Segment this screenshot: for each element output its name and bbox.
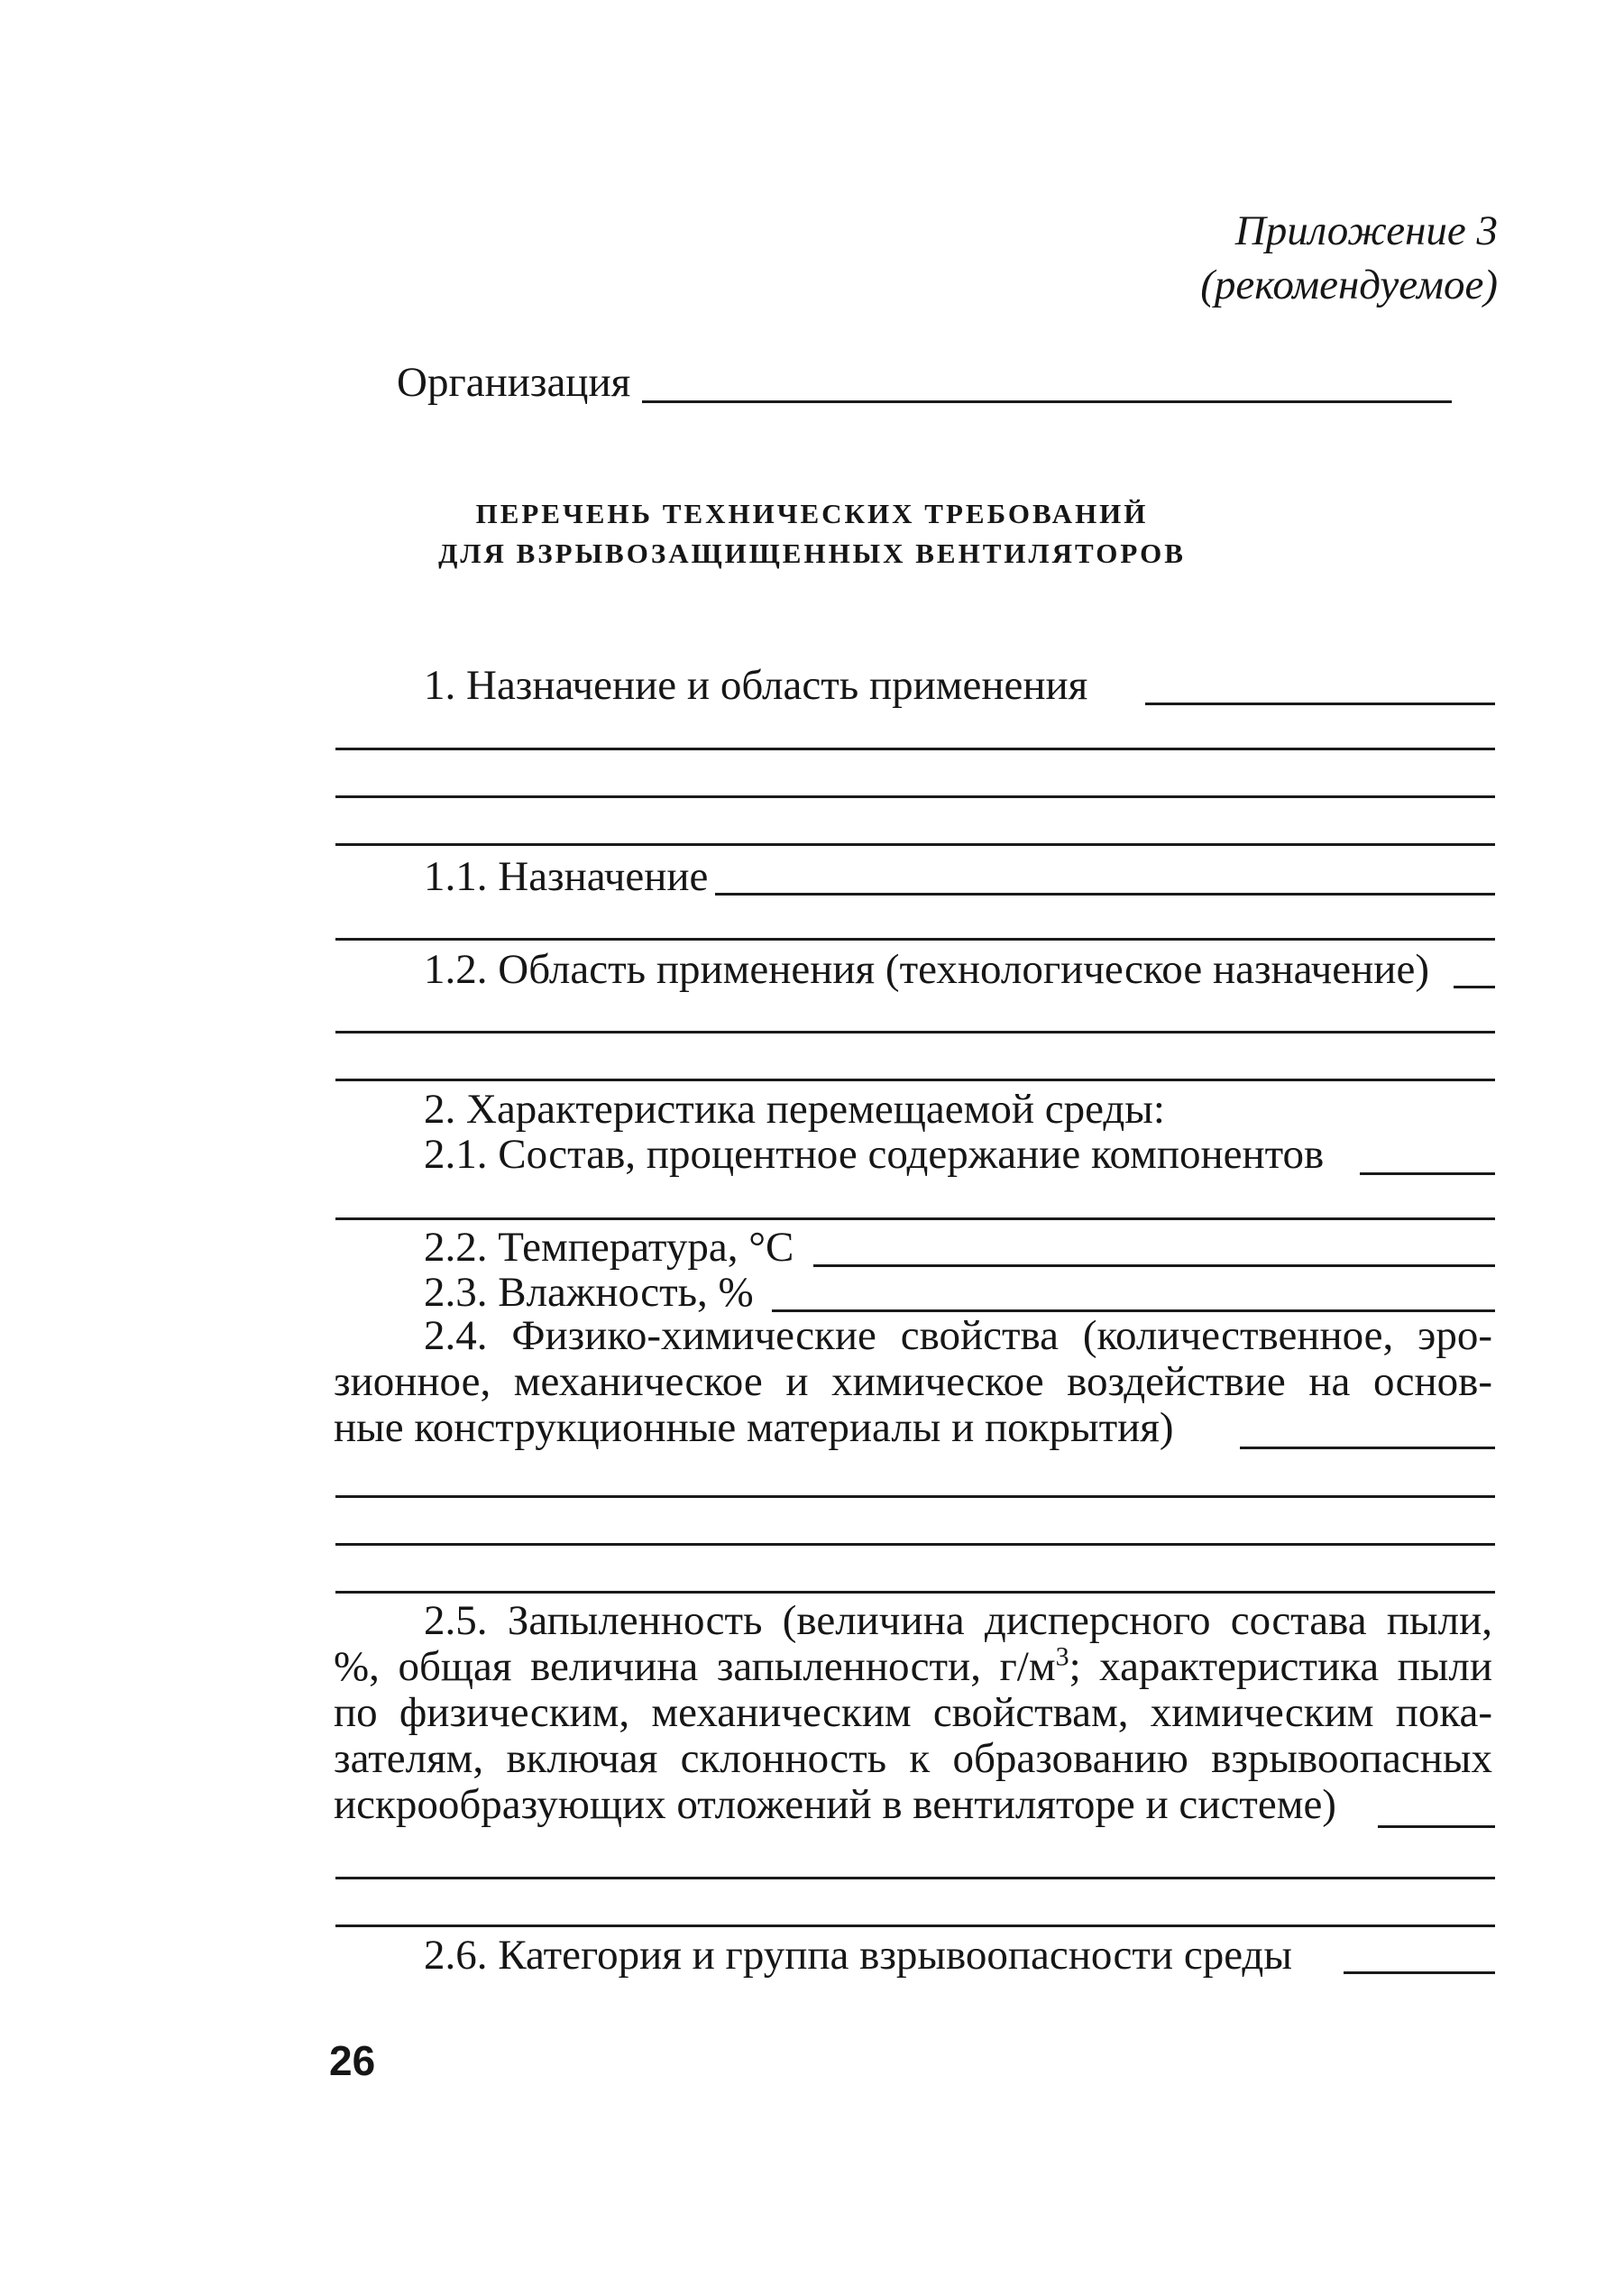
document-title-line1: ПЕРЕЧЕНЬ ТЕХНИЧЕСКИХ ТРЕБОВАНИЙ	[475, 498, 1149, 529]
item-2-4-fill-line[interactable]	[1240, 1447, 1495, 1449]
item-1: 1. Назначение и область применения	[424, 662, 1088, 709]
item-2-4-line: ные конструкционные материалы и покрытия)	[334, 1404, 1174, 1451]
page-number: 26	[329, 2037, 376, 2084]
item-2-5-text: %, общая величина запыленности, г/м	[334, 1643, 1056, 1690]
item-2-2: 2.2. Температура, °С	[424, 1224, 794, 1271]
item-2-4-line: зионное, механическое и химическое воздействие на основ-	[334, 1358, 1492, 1405]
blank-line[interactable]	[335, 1079, 1495, 1081]
item-2-5-line: искрообразующих отложений в вентиляторе и системе)	[334, 1781, 1336, 1828]
item-1-fill-line[interactable]	[1145, 703, 1495, 705]
blank-line[interactable]	[335, 1217, 1495, 1220]
organization-field-line[interactable]	[642, 400, 1452, 403]
item-2-5-fill-line[interactable]	[1378, 1825, 1495, 1828]
blank-line[interactable]	[335, 938, 1495, 941]
item-2-4	[334, 1313, 1492, 1451]
blank-line[interactable]	[335, 1877, 1495, 1879]
item-2-5-line: зателям, включая склонность к образованию взрывоопасных	[334, 1735, 1492, 1782]
blank-line[interactable]	[335, 1591, 1495, 1594]
appendix-note: (рекомендуемое)	[1200, 262, 1498, 308]
item-1-2: 1.2. Область применения (технологическое назначение)	[424, 946, 1429, 993]
blank-line[interactable]	[335, 1495, 1495, 1498]
item-1-1-fill-line[interactable]	[715, 893, 1495, 896]
item-2-5-line: по физическим, механическим свойствам, химическим пока-	[334, 1689, 1492, 1736]
blank-line[interactable]	[335, 1925, 1495, 1927]
item-2-6-fill-line[interactable]	[1344, 1971, 1495, 1974]
item-2-2-fill-line[interactable]	[813, 1264, 1495, 1267]
blank-line[interactable]	[335, 843, 1495, 846]
item-2-6: 2.6. Категория и группа взрывоопасности среды	[424, 1932, 1292, 1979]
blank-line[interactable]	[335, 748, 1495, 750]
item-2-1-fill-line[interactable]	[1360, 1172, 1495, 1175]
item-2-1: 2.1. Состав, процентное содержание компонентов	[424, 1131, 1325, 1178]
item-2: 2. Характеристика перемещаемой среды:	[424, 1086, 1165, 1133]
item-2-5	[334, 1598, 1492, 1828]
item-2-4-line: 2.4. Физико-химические свойства (количественное, эро-	[424, 1312, 1492, 1359]
blank-line[interactable]	[335, 1543, 1495, 1546]
superscript: 3	[1055, 1641, 1069, 1672]
document-title-line2: ДЛЯ ВЗРЫВОЗАЩИЩЕННЫХ ВЕНТИЛЯТОРОВ	[438, 537, 1186, 569]
item-2-5-line: 2.5. Запыленность (величина дисперсного состава пыли,	[424, 1597, 1492, 1644]
appendix-label: Приложение 3	[1234, 207, 1498, 254]
blank-line[interactable]	[335, 795, 1495, 798]
item-1-2-fill-line[interactable]	[1454, 986, 1495, 988]
item-2-5-line	[334, 1641, 1492, 1690]
item-2-5-text: ; характеристика пыли	[1069, 1643, 1492, 1690]
item-1-1: 1.1. Назначение	[424, 853, 709, 900]
blank-line[interactable]	[335, 1031, 1495, 1033]
item-2-3: 2.3. Влажность, %	[424, 1269, 754, 1316]
organization-label: Организация	[397, 359, 631, 406]
